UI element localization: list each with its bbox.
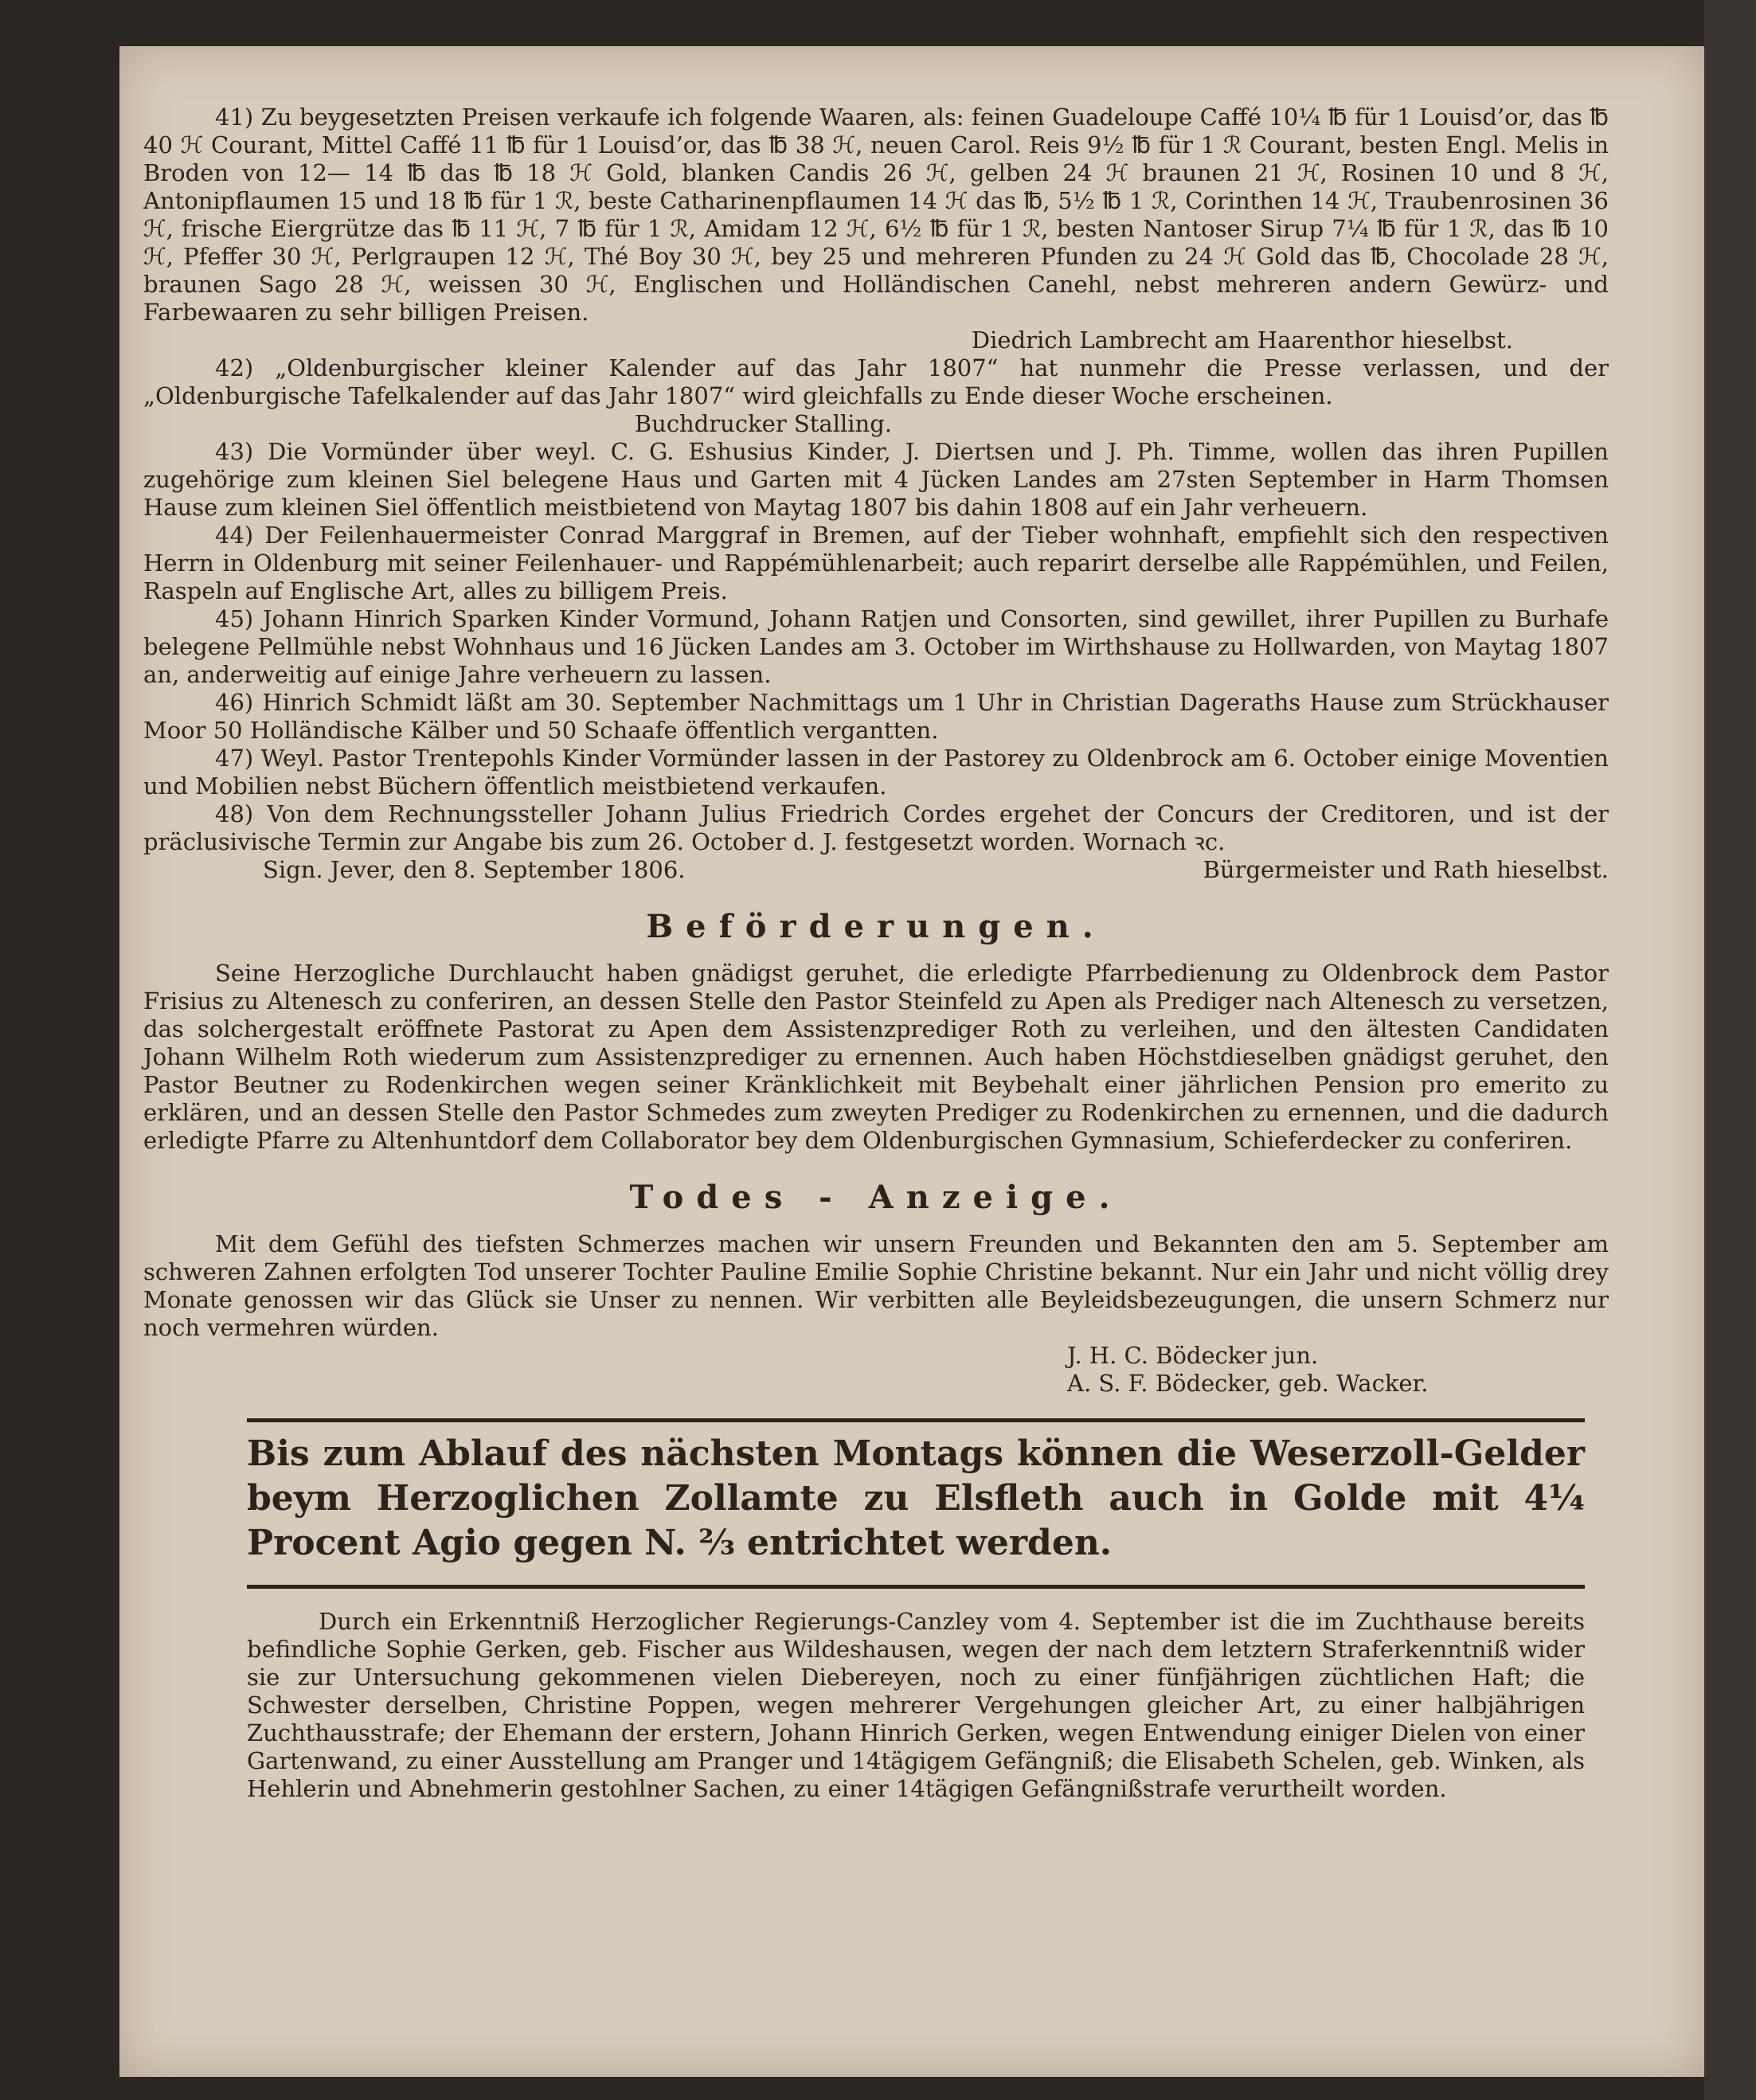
ad-47: 47) Weyl. Pastor Trentepohls Kinder Vormünder lassen in der Pastorey zu Oldenbrock am 6. October einige Moventien und Mobilien nebst Büchern öffentlich meistbietend verkaufen. [143,745,1609,800]
jever-signature-line [143,856,1609,884]
ad-42: 42) „Oldenburgischer kleiner Kalender auf das Jahr 1807“ hat nunmehr die Presse verlassen, und der „Oldenburgische Tafelkalender auf das Jahr 1807“ wird gleichfalls zu Ende dieser Woche erscheinen. [143,354,1609,409]
ad-44: 44) Der Feilenhauermeister Conrad Marggraf in Bremen, auf der Tieber wohnhaft, empfiehlt sich den respectiven Herrn in Oldenburg mit seiner Feilenhauer- und Rappémühlenarbeit; auch reparirt derselbe alle Rappémühlen, und Feilen, Raspeln auf Englische Art, alles zu billigem Preis. [143,522,1609,604]
court-notice-block [247,1608,1585,1803]
death-notice-signer-1: J. H. C. Bödecker jun. [1067,1342,1319,1369]
ad-48: 48) Von dem Rechnungssteller Johann Julius Friedrich Cordes ergehet der Concurs der Creditoren, und ist der präclusivische Termin zur Angabe bis zum 26. October d. J. festgesetzt worden. Wornach ꝛc. [143,800,1609,855]
toll-notice: Bis zum Ablauf des nächsten Montags können die Weserzoll-Gelder beym Herzoglichen Zollamte zu Elsfleth auch in Golde mit 4¼ Procent Agio gegen N. ⅔ entrichtet werden. [247,1433,1585,1563]
page-content [143,104,1609,1803]
death-notice-text: Mit dem Gefühl des tiefsten Schmerzes machen wir unsern Freunden und Bekannten den am 5. September am schweren Zahnen erfolgten Tod unserer Tochter Pauline Emilie Sophie Christine bekannt. Nur ein Jahr und nicht völlig drey Monate genossen wir das Glück sie Unser zu nennen. Wir verbitten alle Beyleidsbezeugungen, die unsern Schmerz nur noch vermehren würden. [143,1230,1609,1341]
ad-41: 41) Zu beygesetzten Preisen verkaufe ich folgende Waaren, als: feinen Guadeloupe Caffé 10¼ ℔ für 1 Louisd’or, das ℔ 40 ℋ Courant, Mittel Caffé 11 ℔ für 1 Louisd’or, das ℔ 38 ℋ, neuen Carol. Reis 9½ ℔ für 1 ℛ Courant, besten Engl. Melis in Broden von 12— 14 ℔ das ℔ 18 ℋ Gold, blanken Candis 26 ℋ, gelben 24 ℋ braunen 21 ℋ, Rosinen 10 und 8 ℋ, Antonipflaumen 15 und 18 ℔ für 1 ℛ, beste Catharinenpflaumen 14 ℋ das ℔, 5½ ℔ 1 ℛ, Corinthen 14 ℋ, Traubenrosinen 36 ℋ, frische Eiergrütze das ℔ 11 ℋ, 7 ℔ für 1 ℛ, Amidam 12 ℋ, 6½ ℔ für 1 ℛ, besten Nantoser Sirup 7¼ ℔ für 1 ℛ, das ℔ 10 ℋ, Pfeffer 30 ℋ, Perlgraupen 12 ℋ, Thé Boy 30 ℋ, bey 25 und mehreren Pfunden zu 24 ℋ Gold das ℔, Chocolade 28 ℋ, braunen Sago 28 ℋ, weissen 30 ℋ, Englischen und Holländischen Canehl, nebst mehreren andern Gewürz- und Farbewaaren zu sehr billigen Preisen. [143,104,1609,326]
sign-place: Sign. Jever, den 8. September 1806. [263,856,686,883]
divider-bottom [247,1585,1585,1589]
book-spine [1704,0,1756,2100]
ad-46: 46) Hinrich Schmidt läßt am 30. September Nachmittags um 1 Uhr in Christian Dageraths Hause zum Strückhauser Moor 50 Holländische Kälber und 50 Schaafe öffentlich vergantten. [143,689,1609,744]
sign-authority: Bürgermeister und Rath hieselbst. [1203,856,1609,883]
ad-41-signature: Diedrich Lambrecht am Haarenthor hieselbst. [971,327,1513,354]
divider-top [247,1418,1585,1422]
ad-43: 43) Die Vormünder über weyl. C. G. Eshusius Kinder, J. Diertsen und J. Ph. Timme, wollen das ihren Pupillen zugehörige zum kleinen Siel belegene Haus und Garten mit 4 Jücken Landes am 27sten September in Harm Thomsen Hause zum kleinen Siel öffentlich meistbietend von Maytag 1807 bis dahin 1808 auf ein Jahr verheuern. [143,438,1609,521]
promotions-heading: Beförderungen. [646,908,1106,945]
ad-42-signature: Buchdrucker Stalling. [634,410,892,437]
court-notice: Durch ein Erkenntniß Herzoglicher Regierungs-Canzley vom 4. September ist die im Zuchthause bereits befindliche Sophie Gerken, geb. Fischer aus Wildeshausen, wegen der nach dem letztern Straferkenntniß wider sie zur Untersuchung gekommenen vielen Diebereyen, noch zu einer fünfjährigen züchtlichen Haft; die Schwester derselben, Christine Poppen, wegen mehrerer Vergehungen gleicher Art, zu einer halbjährigen Zuchthausstrafe; der Ehemann der erstern, Johann Hinrich Gerken, wegen Entwendung einiger Dielen von einer Gartenwand, zu einer Ausstellung am Pranger und 14tägigem Gefängniß; die Elisabeth Schelen, geb. Winken, als Hehlerin und Abnehmerin gestohlner Sachen, zu einer 14tägigen Gefängnißstrafe verurtheilt worden. [247,1608,1585,1802]
death-notice-heading: Todes - Anzeige. [629,1179,1123,1216]
ad-45: 45) Johann Hinrich Sparken Kinder Vormund, Johann Ratjen und Consorten, sind gewillet, ihrer Pupillen zu Burhafe belegene Pellmühle nebst Wohnhaus und 16 Jücken Landes am 3. October im Wirthshause zu Hollwarden, von Maytag 1807 an, anderweitig auf einige Jahre verheuern zu lassen. [143,605,1609,688]
promotions-text: Seine Herzogliche Durchlaucht haben gnädigst geruhet, die erledigte Pfarrbedienung zu Oldenbrock dem Pastor Frisius zu Altenesch zu conferiren, an dessen Stelle den Pastor Steinfeld zu Apen als Prediger nach Altenesch zu versetzen, das solchergestalt eröffnete Pastorat zu Apen dem Assistenzprediger Roth zu verleihen, und den ältesten Candidaten Johann Wilhelm Roth wiederum zum Assistenzprediger zu ernennen. Auch haben Höchstdieselben gnädigst geruhet, den Pastor Beutner zu Rodenkirchen wegen seiner Kränklichkeit mit Beybehalt einer jährlichen Pension pro emerito zu erklären, und an dessen Stelle den Pastor Schmedes zum zweyten Prediger zu Rodenkirchen zu ernennen, und die dadurch erledigte Pfarre zu Altenhuntdorf dem Collaborator bey dem Oldenburgischen Gymnasium, Schieferdecker zu conferiren. [143,960,1609,1154]
death-notice-signer-2: A. S. F. Bödecker, geb. Wacker. [1067,1370,1429,1397]
